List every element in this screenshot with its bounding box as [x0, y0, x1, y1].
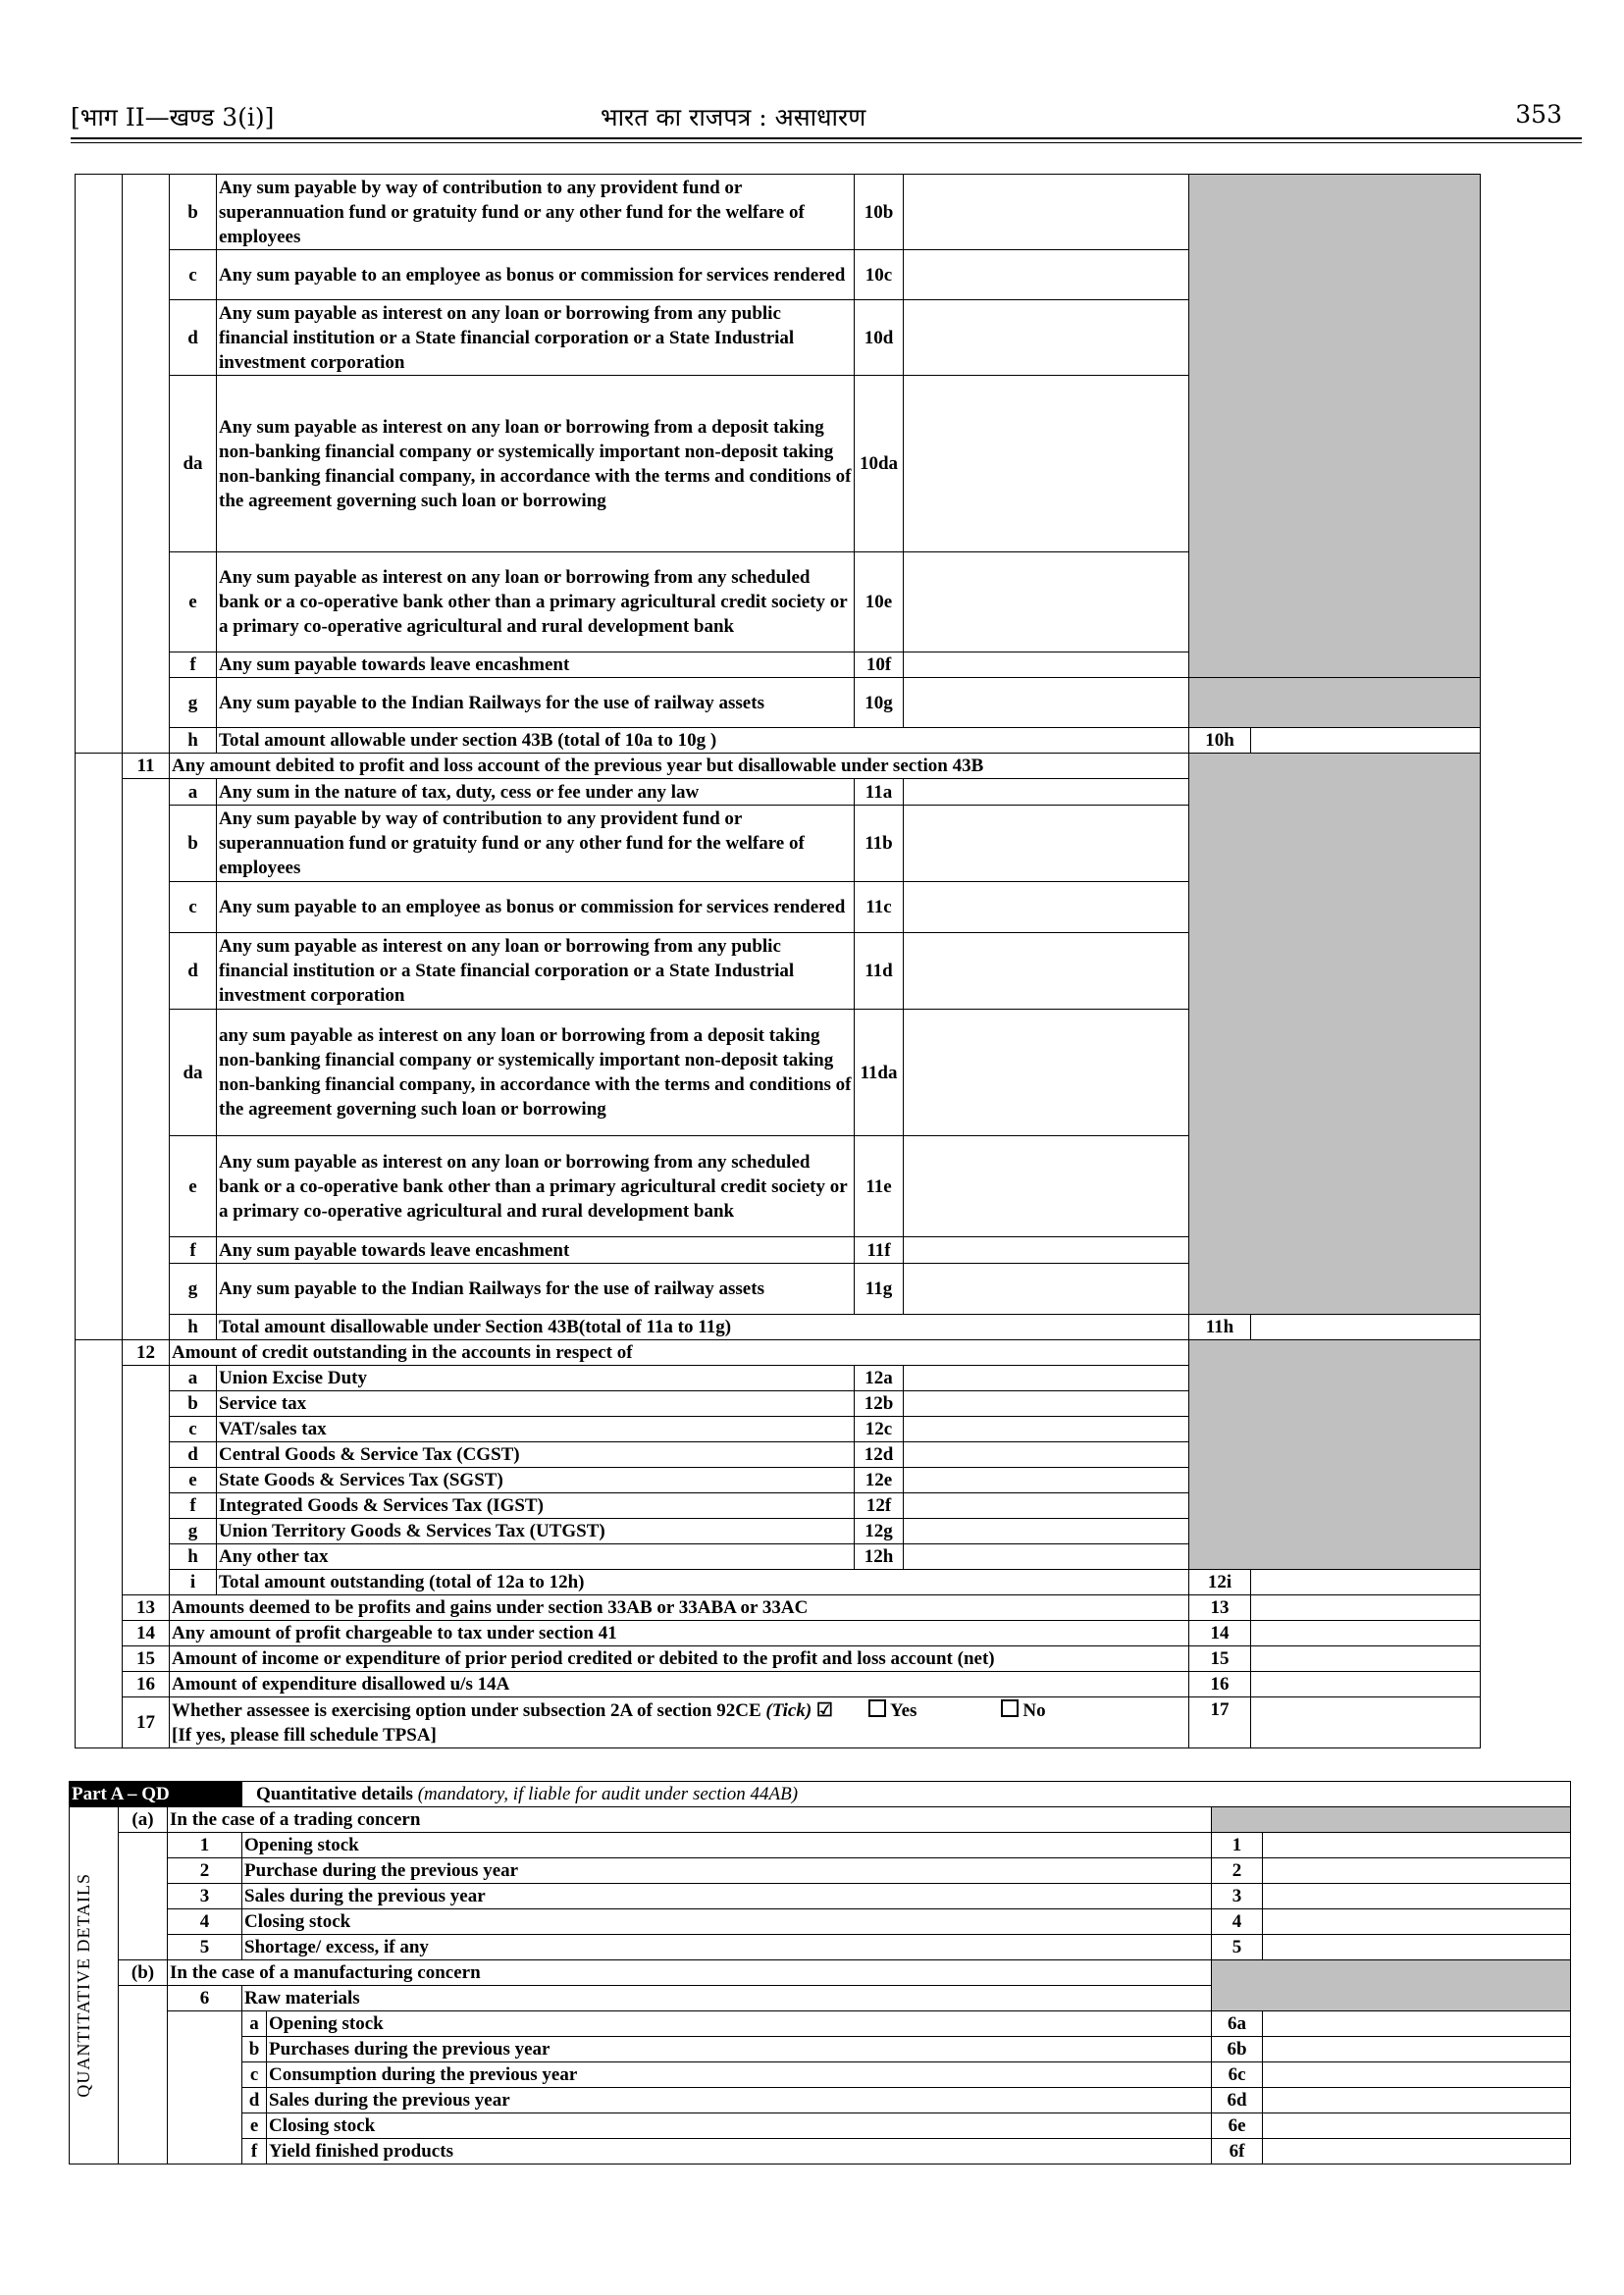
row-description: Purchase during the previous year: [242, 1858, 1212, 1884]
quantity-input-cell[interactable]: [1263, 2037, 1571, 2062]
spacer-cell: [168, 2011, 242, 2165]
row-code: 6e: [1212, 2113, 1263, 2139]
row-letter: g: [170, 678, 217, 728]
row-letter: a: [170, 1366, 217, 1391]
row-description: any sum payable as interest on any loan or borrowing from a deposit taking non-banking financial company or systemically important non-deposit taking non-banking financial company, in accordance with the terms and conditions of the agreement governing such loan or borrowing: [217, 1010, 855, 1136]
row-letter: f: [170, 652, 217, 678]
row-letter: e: [170, 1468, 217, 1493]
total-description: Total amount disallowable under Section 43B(total of 11a to 11g): [217, 1315, 1189, 1340]
row-code: 1: [1212, 1833, 1263, 1858]
item-number: 16: [123, 1672, 170, 1697]
row-description: VAT/sales tax: [217, 1417, 855, 1442]
item-description: Any amount of profit chargeable to tax under section 41: [170, 1621, 1189, 1646]
row-code: 10c: [855, 250, 904, 300]
total-code: 11h: [1189, 1315, 1251, 1340]
shaded-cell: [1189, 175, 1481, 678]
row-code: 12c: [855, 1417, 904, 1442]
row-letter: c: [170, 250, 217, 300]
item-code: 17: [1189, 1697, 1251, 1748]
row-letter: d: [170, 300, 217, 376]
row-code: 10g: [855, 678, 904, 728]
row-letter: f: [170, 1493, 217, 1519]
total-description: Total amount allowable under section 43B (total of 10a to 10g ): [217, 728, 1189, 754]
row-description: Consumption during the previous year: [267, 2062, 1212, 2088]
row-description: Any sum payable to an employee as bonus or commission for services rendered: [217, 882, 855, 933]
amount-input-cell[interactable]: [904, 1468, 1189, 1493]
item-code: 16: [1189, 1672, 1251, 1697]
row-number: 4: [168, 1909, 242, 1935]
quantity-input-cell[interactable]: [1263, 1884, 1571, 1909]
amount-input-cell[interactable]: [904, 1391, 1189, 1417]
row-code: 6a: [1212, 2011, 1263, 2037]
quantity-input-cell[interactable]: [1263, 1935, 1571, 1960]
row-description: Closing stock: [242, 1909, 1212, 1935]
item-description: Amounts deemed to be profits and gains under section 33AB or 33ABA or 33AC: [170, 1595, 1189, 1621]
row-number: 2: [168, 1858, 242, 1884]
row-description: Shortage/ excess, if any: [242, 1935, 1212, 1960]
amount-input-cell[interactable]: [904, 1493, 1189, 1519]
page-number: 353: [1515, 100, 1562, 129]
amount-input-cell[interactable]: [904, 1442, 1189, 1468]
row-letter: b: [170, 806, 217, 882]
amount-input-cell[interactable]: [904, 300, 1189, 376]
row-description: Any sum payable as interest on any loan or borrowing from any public financial institution or a State financial corporation or a State Industrial investment corporation: [217, 933, 855, 1010]
number-cell: [123, 175, 170, 754]
row-letter: i: [170, 1570, 217, 1595]
row-code: 11d: [855, 933, 904, 1010]
section-heading: In the case of a trading concern: [168, 1807, 1212, 1833]
row-description: Any sum payable as interest on any loan or borrowing from a deposit taking non-banking financial company or systemically important non-deposit taking non-banking financial company, in accordance with the terms and conditions of the agreement governing such loan or borrowing: [217, 376, 855, 552]
row-description: Sales during the previous year: [242, 1884, 1212, 1909]
item-description: Amount of expenditure disallowed u/s 14A: [170, 1672, 1189, 1697]
header-part: [भाग II—खण्ड 3(i)]: [71, 103, 275, 131]
amount-input-cell[interactable]: [904, 882, 1189, 933]
row-letter: a: [170, 779, 217, 806]
shaded-cell: [1212, 1807, 1571, 1833]
shaded-cell: [1189, 754, 1481, 1315]
amount-input-cell[interactable]: [1251, 1621, 1481, 1646]
row-code: 6c: [1212, 2062, 1263, 2088]
amount-input-cell[interactable]: [904, 779, 1189, 806]
row-letter: b: [242, 2037, 267, 2062]
row-letter: b: [170, 175, 217, 250]
row-code: 11da: [855, 1010, 904, 1136]
row-description: Any sum payable as interest on any loan or borrowing from any scheduled bank or a co-operative bank other than a primary agricultural credit society or a primary co-operative agricultural and rural development bank: [217, 552, 855, 652]
amount-input-cell[interactable]: [904, 1136, 1189, 1237]
row-code: 11c: [855, 882, 904, 933]
item-number: 17: [123, 1697, 170, 1748]
row-code: 11a: [855, 779, 904, 806]
row-description: Any sum payable by way of contribution to any provident fund or superannuation fund or gratuity fund or any other fund for the welfare of employees: [217, 806, 855, 882]
row-letter: da: [170, 1010, 217, 1136]
row-description: Union Territory Goods & Services Tax (UTGST): [217, 1519, 855, 1544]
quantity-input-cell[interactable]: [1263, 2088, 1571, 2113]
left-margin-cell: [76, 754, 123, 1340]
part-title-text: Quantitative details: [256, 1784, 413, 1804]
item-number: 13: [123, 1595, 170, 1621]
row-description: Any sum payable towards leave encashment: [217, 1237, 855, 1264]
checked-box-icon: ☑: [815, 1699, 833, 1721]
row-description: Closing stock: [267, 2113, 1212, 2139]
spacer-cell: [119, 1833, 168, 1960]
page-header: [71, 96, 1582, 135]
row-description: Union Excise Duty: [217, 1366, 855, 1391]
spacer-cell: [119, 1986, 168, 2165]
amount-input-cell[interactable]: [904, 1417, 1189, 1442]
amount-input-cell[interactable]: [1251, 1697, 1481, 1748]
row-code: 10d: [855, 300, 904, 376]
item-code: 14: [1189, 1621, 1251, 1646]
amount-input-cell[interactable]: [904, 678, 1189, 728]
amount-input-cell[interactable]: [904, 1544, 1189, 1570]
row-description: Opening stock: [267, 2011, 1212, 2037]
row-letter: h: [170, 728, 217, 754]
number-cell: [123, 779, 170, 1340]
row-letter: h: [170, 1315, 217, 1340]
row-description: Purchases during the previous year: [267, 2037, 1212, 2062]
row-description: Any sum payable by way of contribution to any provident fund or superannuation fund or gratuity fund or any other fund for the welfare of employees: [217, 175, 855, 250]
row-code: 2: [1212, 1858, 1263, 1884]
item-code: 15: [1189, 1646, 1251, 1672]
row-letter: d: [170, 933, 217, 1010]
row-code: 12f: [855, 1493, 904, 1519]
row-code: 11g: [855, 1264, 904, 1315]
row-code: 10e: [855, 552, 904, 652]
amount-input-cell[interactable]: [904, 1237, 1189, 1264]
row-description: Any other tax: [217, 1544, 855, 1570]
part-subtitle: (mandatory, if liable for audit under section 44AB): [417, 1784, 799, 1804]
row-number: 5: [168, 1935, 242, 1960]
row-description: Any sum payable as interest on any loan or borrowing from any public financial institution or a State financial corporation or a State Industrial investment corporation: [217, 300, 855, 376]
row-code: 5: [1212, 1935, 1263, 1960]
yes-label: Yes: [889, 1699, 917, 1721]
row-code: 12e: [855, 1468, 904, 1493]
row-letter: da: [170, 376, 217, 552]
header-gazette-title: भारत का राजपत्र : असाधारण: [601, 103, 866, 131]
row-description: Yield finished products: [267, 2139, 1212, 2165]
total-description: Total amount outstanding (total of 12a to 12h): [217, 1570, 1189, 1595]
header-rule: [71, 137, 1582, 139]
item-heading: Amount of credit outstanding in the accounts in respect of: [170, 1340, 1189, 1366]
row-number: 3: [168, 1884, 242, 1909]
amount-input-cell[interactable]: [904, 175, 1189, 250]
row-description: Sales during the previous year: [267, 2088, 1212, 2113]
side-label-cell: [70, 1807, 119, 2165]
row-description: Any sum in the nature of tax, duty, cess or fee under any law: [217, 779, 855, 806]
amount-input-cell[interactable]: [904, 552, 1189, 652]
row-letter: d: [242, 2088, 267, 2113]
no-checkbox[interactable]: [1001, 1699, 1019, 1717]
row-letter: e: [170, 552, 217, 652]
row-code: 10f: [855, 652, 904, 678]
row-letter: c: [242, 2062, 267, 2088]
total-amount-cell[interactable]: [1251, 1315, 1481, 1340]
amount-input-cell[interactable]: [1251, 1595, 1481, 1621]
row-description: Any sum payable to the Indian Railways for the use of railway assets: [217, 678, 855, 728]
row-description: Central Goods & Service Tax (CGST): [217, 1442, 855, 1468]
quantity-input-cell[interactable]: [1263, 1833, 1571, 1858]
row-description: Any sum payable to an employee as bonus or commission for services rendered: [217, 250, 855, 300]
part-title: [242, 1782, 1571, 1807]
amount-input-cell[interactable]: [904, 250, 1189, 300]
amount-input-cell[interactable]: [904, 1519, 1189, 1544]
quantitative-details-table: [69, 1781, 1571, 2165]
amount-input-cell[interactable]: [904, 1010, 1189, 1136]
row-code: 3: [1212, 1884, 1263, 1909]
item-code: 13: [1189, 1595, 1251, 1621]
item-heading: Any amount debited to profit and loss account of the previous year but disallowable under section 43B: [170, 754, 1189, 779]
item17-note: [If yes, please fill schedule TPSA]: [172, 1724, 437, 1746]
tick-label: (Tick): [765, 1699, 812, 1721]
row-code: 11b: [855, 806, 904, 882]
total-amount-cell[interactable]: [1251, 728, 1481, 754]
amount-input-cell[interactable]: [904, 933, 1189, 1010]
row-code: 12a: [855, 1366, 904, 1391]
item17-question: Whether assessee is exercising option under subsection 2A of section 92CE: [172, 1699, 761, 1721]
row-description: Opening stock: [242, 1833, 1212, 1858]
row-letter: e: [170, 1136, 217, 1237]
row-code: 10b: [855, 175, 904, 250]
row-description: Any sum payable as interest on any loan or borrowing from any scheduled bank or a co-operative bank other than a primary agricultural credit society or a primary co-operative agricultural and rural development bank: [217, 1136, 855, 1237]
row-description: Any sum payable towards leave encashment: [217, 652, 855, 678]
amount-input-cell[interactable]: [904, 652, 1189, 678]
number-cell: [123, 1366, 170, 1595]
item-number: 15: [123, 1646, 170, 1672]
yes-checkbox[interactable]: [868, 1699, 886, 1717]
row-letter: b: [170, 1391, 217, 1417]
quantity-input-cell[interactable]: [1263, 2011, 1571, 2037]
row-letter: d: [170, 1442, 217, 1468]
row-letter: c: [170, 882, 217, 933]
section-letter: (b): [119, 1960, 168, 1986]
row-description: Integrated Goods & Services Tax (IGST): [217, 1493, 855, 1519]
item17-description: [170, 1697, 1189, 1748]
amount-input-cell[interactable]: [1251, 1672, 1481, 1697]
item-number: 11: [123, 754, 170, 779]
total-code: 12i: [1189, 1570, 1251, 1595]
row-code: 12h: [855, 1544, 904, 1570]
amount-input-cell[interactable]: [904, 376, 1189, 552]
row-letter: a: [242, 2011, 267, 2037]
row-letter: c: [170, 1417, 217, 1442]
quantity-input-cell[interactable]: [1263, 1909, 1571, 1935]
row-letter: e: [242, 2113, 267, 2139]
quantity-input-cell[interactable]: [1263, 2062, 1571, 2088]
section-heading: In the case of a manufacturing concern: [168, 1960, 1212, 1986]
schedule-table: [75, 174, 1481, 1748]
amount-input-cell[interactable]: [1251, 1646, 1481, 1672]
row-code: 6f: [1212, 2139, 1263, 2165]
row-letter: h: [170, 1544, 217, 1570]
total-code: 10h: [1189, 728, 1251, 754]
row-description: Service tax: [217, 1391, 855, 1417]
amount-input-cell[interactable]: [904, 1366, 1189, 1391]
row-code: 11f: [855, 1237, 904, 1264]
row-number: 6: [168, 1986, 242, 2011]
row-code: 12d: [855, 1442, 904, 1468]
item-description: Amount of income or expenditure of prior period credited or debited to the profit and loss account (net): [170, 1646, 1189, 1672]
no-label: No: [1022, 1699, 1046, 1721]
shaded-cell: [1212, 1960, 1571, 2011]
row-code: 6d: [1212, 2088, 1263, 2113]
left-margin-cell: [76, 1340, 123, 1748]
row-code: 12b: [855, 1391, 904, 1417]
quantity-input-cell[interactable]: [1263, 2139, 1571, 2165]
row-letter: g: [170, 1264, 217, 1315]
shaded-cell: [1189, 678, 1481, 728]
amount-input-cell[interactable]: [904, 806, 1189, 882]
row-letter: f: [170, 1237, 217, 1264]
row-code: 6b: [1212, 2037, 1263, 2062]
row-description: Any sum payable to the Indian Railways for the use of railway assets: [217, 1264, 855, 1315]
quantity-input-cell[interactable]: [1263, 1858, 1571, 1884]
section-letter: (a): [119, 1807, 168, 1833]
header-rule-thin: [71, 142, 1582, 143]
row-code: 10da: [855, 376, 904, 552]
row-code: 11e: [855, 1136, 904, 1237]
row-letter: g: [170, 1519, 217, 1544]
quantity-input-cell[interactable]: [1263, 2113, 1571, 2139]
row-number: 1: [168, 1833, 242, 1858]
row-code: 4: [1212, 1909, 1263, 1935]
row-letter: f: [242, 2139, 267, 2165]
total-amount-cell[interactable]: [1251, 1570, 1481, 1595]
left-margin-cell: [76, 175, 123, 754]
item-number: 14: [123, 1621, 170, 1646]
row-code: 12g: [855, 1519, 904, 1544]
side-label: QUANTITATIVE DETAILS: [74, 1873, 93, 2098]
row-description: State Goods & Services Tax (SGST): [217, 1468, 855, 1493]
part-label: Part A – QD: [70, 1782, 242, 1807]
item-number: 12: [123, 1340, 170, 1366]
shaded-cell: [1189, 1340, 1481, 1570]
sub-heading: Raw materials: [242, 1986, 1212, 2011]
amount-input-cell[interactable]: [904, 1264, 1189, 1315]
